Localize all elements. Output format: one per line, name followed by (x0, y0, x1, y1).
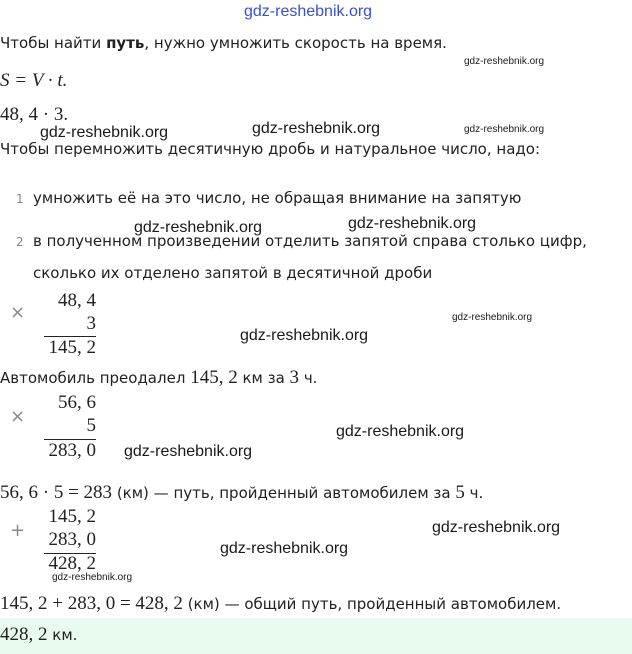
sentence-text: — общий путь, пройденный автомобилем. (219, 595, 562, 613)
multiply-operator: × (10, 406, 26, 427)
sentence-hours: 3 (289, 367, 300, 388)
sentence-expr: 145, 2 + 283, 0 = 428, 2 (0, 593, 183, 614)
calc-operand: 48, 4 (58, 290, 96, 311)
multiply-operator: × (10, 302, 26, 323)
sentence-text: км за (237, 369, 290, 387)
calc-operand: 3 (86, 313, 96, 334)
calc-result: 283, 0 (48, 440, 96, 461)
watermark: gdz-reshebnik.org (452, 312, 533, 323)
answer (0, 624, 77, 646)
watermark: gdz-reshebnik.org (240, 327, 369, 344)
sentence-text: ч. (464, 484, 484, 502)
watermark: gdz-reshebnik.org (252, 120, 381, 137)
sentence-value: 145, 2 (190, 367, 238, 388)
watermark: gdz-reshebnik.org (220, 540, 349, 557)
step-number: 1 (16, 192, 24, 206)
watermark: gdz-reshebnik.org (464, 56, 545, 67)
intro-bold: путь (106, 34, 145, 52)
expression: 48, 4 · 3. (0, 104, 69, 125)
sentence (0, 593, 561, 615)
calc-result: 145, 2 (48, 337, 96, 358)
rule-title: Чтобы перемножить десятичную дробь и натуральное число, надо: (0, 140, 540, 158)
answer-value: 428, 2 (0, 624, 48, 645)
formula: S = V · t. (0, 70, 68, 91)
calc-operand: 145, 2 (48, 506, 96, 527)
sentence-text: — путь, пройденный автомобилем за (148, 484, 456, 502)
sentence (0, 482, 483, 504)
calc-operand: 5 (86, 415, 96, 436)
watermark: gdz-reshebnik.org (348, 215, 477, 232)
sentence-unit: (км) (112, 484, 149, 502)
watermark: gdz-reshebnik.org (464, 124, 545, 135)
watermark: gdz-reshebnik.org (40, 124, 169, 141)
watermark: gdz-reshebnik.org (336, 423, 465, 440)
intro-prefix: Чтобы найти (0, 34, 107, 52)
step-number: 2 (16, 235, 24, 249)
sentence-hours: 5 (455, 482, 465, 503)
sentence (0, 367, 317, 389)
sentence-expr: 56, 6 · 5 = 283 (0, 482, 113, 503)
step-text: умножить её на это число, не обращая внимание на запятую (33, 189, 522, 207)
plus-operator: + (10, 520, 26, 541)
calc-operand: 56, 6 (58, 392, 96, 413)
watermark: gdz-reshebnik.org (52, 572, 133, 583)
step-text: в полученном произведении отделить запятой справа столько цифр, (33, 232, 587, 250)
watermark: gdz-reshebnik.org (124, 443, 253, 460)
watermark-top: gdz-reshebnik.org (244, 3, 373, 20)
answer-unit: км. (47, 626, 78, 644)
watermark: gdz-reshebnik.org (432, 519, 561, 536)
watermark: gdz-reshebnik.org (134, 219, 263, 236)
calc-operand: 283, 0 (48, 529, 96, 550)
answer-box (0, 618, 632, 654)
sentence-unit: (км) (182, 595, 220, 613)
calc-result: 428, 2 (48, 553, 96, 574)
intro-line (0, 34, 447, 52)
step-text: сколько их отделено запятой в десятичной дроби (33, 264, 433, 282)
sentence-text: Автомобиль преодалел (0, 369, 191, 387)
sentence-text: ч. (299, 369, 318, 387)
intro-suffix: , нужно умножить скорость на время. (144, 34, 447, 52)
